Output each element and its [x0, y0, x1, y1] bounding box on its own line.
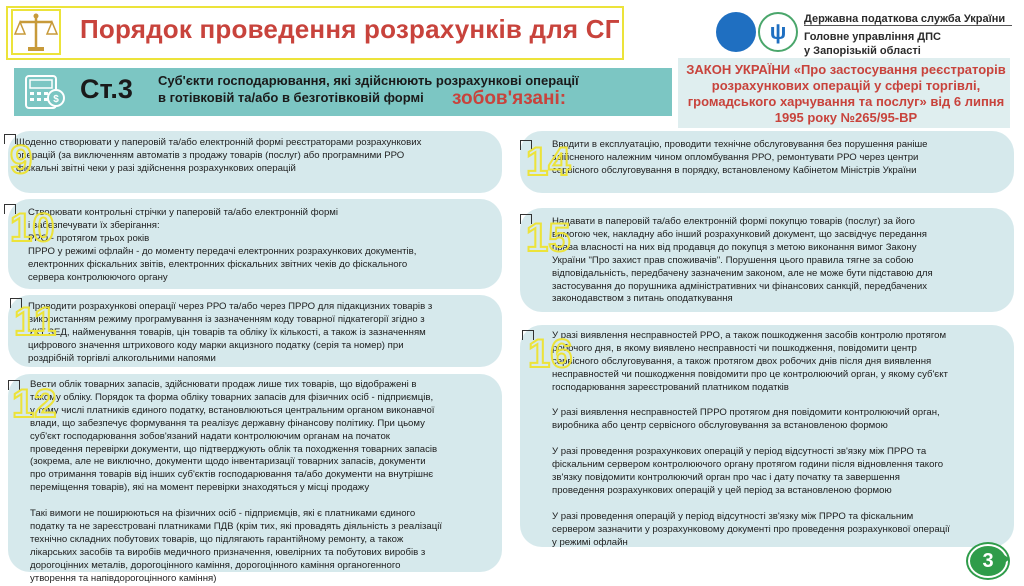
obligation-text: Вести облік товарних запасів, здійснювати продаж лише тих товарів, що відображені в такому обліку. Порядок та форма обліку товарних запасів для фізичних осіб - підприємців, у тому числі платників єдиного податку, встановлюються центральним органом виконавчої влади, що забезпечує формування та реалізує державну фінансову політику. При цьому суб'єкт господарювання зобов'язаний надати контролюючим органам на початок проведення перевірки документи, що підтверджують облік та походження товарних запасів (зокрема, але не виключно, документи щодо інвентаризації товарних запасів, документи про отримання товарів від інших суб'єктів господарювання та/або документи на внутрішнє переміщення товарів), які на момент перевірки знаходяться у місці продажу Такі вимоги не поширюються на фізичних осіб - підприємців, які є платниками єдиного податку та не зареєстровані платниками ПДВ (крім тих, які провадять діяльність з реалізації технічно складних побутових товарів, що підлягають гарантійному ремонту, а також лікарських засобів та виробів медичного призначення, ювелірних та побутових виробів з дорогоцінних металів, дорогоцінного каміння, дорогоцінного каміння органогенного утворення та напівдорогоцінного каміння)	[30, 379, 443, 584]
scales-of-justice-icon	[10, 8, 62, 56]
svg-text:$: $	[53, 94, 59, 105]
org-line-2: Головне управління ДПС	[804, 31, 941, 43]
obligation-text: Проводити розрахункові операції через РРО та/або через ПРРО для підакцизних товарів з використанням режиму програмування із зазначенням коду товарної підкатегорії згідно з УКТ ЗЕД, найменування товарів, цін товарів та обліку їх кількості, а також із зазначенням цифрового значення штрихового коду марки акцизного податку (серія та номер) при роздрібній торгівлі алкогольними напоями	[28, 301, 433, 364]
cash-register-icon	[22, 72, 66, 112]
org-name	[804, 12, 1005, 58]
obligation-text: Вводити в експлуатацію, проводити технічне обслуговування без порушення раніше здійсненого належним чином опломбування РРО, ремонтувати РРО через центри сервісного обслуговування в порядку, встановленому Кабінетом Міністрів України	[552, 139, 928, 176]
article-description-line-1: Суб'єкти господарювання, які здійснюють розрахункові операції	[158, 73, 579, 88]
law-reference: ЗАКОН УКРАЇНИ «Про застосування реєстраторів розрахункових операцій у сфері торгівлі, громадського харчування та послуг» від 6 липня 1995 року №265/95-ВР	[686, 62, 1006, 125]
org-divider	[804, 25, 1012, 26]
next-arrow-icon[interactable]	[1000, 552, 1010, 566]
obligation-card	[520, 131, 1014, 193]
obligation-text: Створювати контрольні стрічки у паперовій та/або електронній формі і забезпечувати їх зберігання: РРО - протягом трьох років ПРРО у режимі офлайн - до моменту передачі електронних розрахункових документів, електронних фіскальних звітів, електронних фіскальних звітних чеків до фіскального сервера контролюючого органу	[28, 207, 417, 283]
tax-service-logo	[716, 12, 756, 52]
page-number-badge[interactable]: 3	[968, 544, 1008, 578]
obligation-card	[8, 295, 502, 367]
trident-emblem-icon: ψ	[758, 12, 798, 52]
obligation-number: 12	[12, 382, 57, 426]
obligation-card	[8, 131, 502, 193]
page-title: Порядок проведення розрахунків для СГ	[80, 14, 620, 44]
article-obligation: зобов'язані:	[452, 88, 567, 109]
obligation-text: У разі виявлення несправностей РРО, а також пошкодження засобів контролю протягом робочого дня, в якому виявлено несправності чи пошкодження, повідомити центр сервісного обслуговування, а також протягом двох робочих днів після дня виявлення несправностей чи пошкодження повідомити про це контролюючий орган, у якому суб'єкт господарювання зареєстрований платником податків У разі виявлення несправностей ПРРО протягом дня повідомити контролюючий орган, виробника або центр сервісного обслуговування за встановленою формою У разі проведення розрахункових операцій у період відсутності зв'язку між ПРРО та фіскальним сервером контролюючого органу протягом години після відновлення такого зв'язку повідомити контролюючий орган про час і дату початку та завершення проведення розрахункових операцій у цей період за встановленою формою У разі проведення операцій у період відсутності зв'язку між ПРРО та фіскальним сервером зазначити у розрахунковому документі про проведення розрахункової операції у режимі офлайн	[552, 330, 950, 548]
obligation-card	[520, 208, 1014, 312]
article-number: Ст.3	[80, 74, 133, 104]
obligation-card	[8, 374, 502, 584]
obligation-number: 16	[528, 332, 573, 376]
obligation-card	[8, 199, 502, 289]
org-line-3: у Запорізькій області	[804, 45, 921, 57]
obligation-text: Щоденно створювати у паперовій та/або електронній формі реєстраторами розрахункових операцій (за виключенням автоматів з продажу товарів (послуг) або програмними РРО фіскальні звітні чеки у разі здійснення розрахункових операцій	[16, 137, 422, 174]
obligation-number: 10	[10, 206, 55, 250]
obligation-card	[520, 325, 1014, 547]
obligation-number: 14	[526, 140, 571, 184]
obligation-number: 9	[10, 138, 33, 182]
obligation-text: Надавати в паперовій та/або електронній формі покупцю товарів (послуг) за його вимогою чек, накладну або інший розрахунковий документ, що засвідчує передання права власності на них від продавця до покупця з метою виконання вимог Закону України "Про захист прав споживачів". Порушення цього правила тягне за собою відповідальність, передбачену зазначеним законом, але не може бути підставою для застосування до порушника адміністративних чи фінансових санкцій, передбачених законодавством з питань оподаткування	[552, 216, 933, 305]
article-description-line-2: в готівковій та/або в безготівковій формі	[158, 90, 424, 105]
obligation-number: 11	[14, 300, 57, 344]
obligation-number: 15	[526, 216, 571, 260]
org-line-1: Державна податкова служба України	[804, 13, 1006, 25]
